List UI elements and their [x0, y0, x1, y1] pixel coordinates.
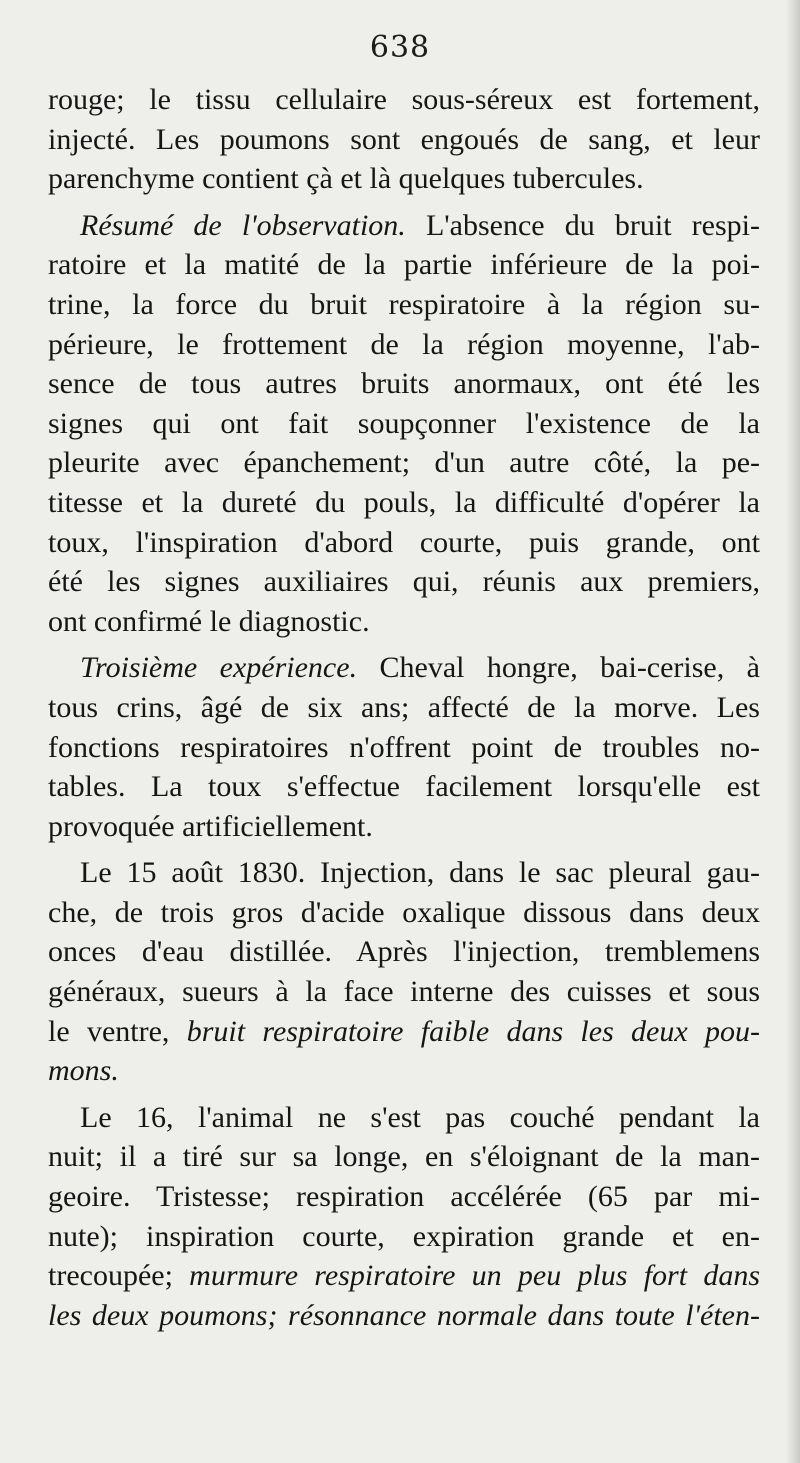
text-line: Troisième expérience. Cheval hongre, bai-cerise, à [80, 651, 760, 685]
section-heading: Résumé de l'observation. [80, 208, 406, 242]
text-line: geoire. Tristesse; respiration accélérée (65 par mi- [48, 1180, 760, 1214]
page-edge-shadow [786, 0, 800, 1463]
text-line: toux, l'inspiration d'abord courte, puis grande, ont [48, 525, 760, 559]
paragraph-autopsy-continuation [48, 80, 760, 199]
text-line: Le 15 août 1830. Injection, dans le sac pleural gau- [80, 856, 760, 890]
text-line: onces d'eau distillée. Après l'injection, tremblemens [48, 935, 760, 969]
text-line: che, de trois gros d'acide oxalique dissous dans deux [48, 895, 760, 929]
text-line: Le 16, l'animal ne s'est pas couché pendant la [80, 1100, 760, 1134]
paragraph-resume [48, 206, 760, 642]
text-line: rouge; le tissu cellulaire sous-séreux est fortement, [48, 83, 760, 116]
text-line: tables. La toux s'effectue facilement lorsqu'elle est [48, 770, 760, 804]
text-line: été les signes auxiliaires qui, réunis aux premiers, [48, 565, 760, 599]
text-line: trecoupée; murmure respiratoire un peu plus fort dans [48, 1259, 760, 1293]
text-line: généraux, sueurs à la face interne des cuisses et sous [48, 975, 760, 1009]
text-line: tous crins, âgé de six ans; affecté de la morve. Les [48, 690, 760, 724]
paragraph-third-experiment [48, 648, 760, 846]
text-line: pleurite avec épanchement; d'un autre côté, la pe- [48, 446, 760, 480]
section-heading: Troisième expérience. [80, 651, 358, 685]
paragraph-august-15 [48, 853, 760, 1091]
text-line: trine, la force du bruit respiratoire à la région su- [48, 287, 760, 321]
text-line: sence de tous autres bruits anormaux, ont été les [48, 367, 760, 401]
text-line: les deux poumons; résonnance normale dans toute l'éten- [48, 1298, 760, 1332]
text-line: nute); inspiration courte, expiration grande et en- [48, 1219, 760, 1253]
text-line: mons. [48, 1054, 119, 1088]
text-line: parenchyme contient çà et là quelques tubercules. [48, 162, 644, 196]
body-text [48, 80, 760, 1335]
text-line: injecté. Les poumons sont engoués de sang, et leur [48, 122, 760, 156]
text-line: provoquée artificiellement. [48, 809, 373, 843]
text-line: titesse et la dureté du pouls, la difficulté d'opérer la [48, 485, 760, 519]
text-line: ont confirmé le diagnostic. [48, 604, 370, 638]
text-line: nuit; il a tiré sur sa longe, en s'éloignant de la man- [48, 1140, 760, 1174]
text-line: le ventre, bruit respiratoire faible dans les deux pou- [48, 1014, 760, 1048]
text-line: fonctions respiratoires n'offrent point de troubles no- [48, 730, 760, 764]
text-line: ratoire et la matité de la partie inférieure de la poi- [48, 248, 760, 282]
text-line: signes qui ont fait soupçonner l'existence de la [48, 406, 760, 440]
text-line: périeure, le frottement de la région moyenne, l'ab- [48, 327, 760, 361]
paragraph-august-16 [48, 1098, 760, 1336]
page-number: 638 [369, 30, 431, 65]
text-line: Résumé de l'observation. L'absence du bruit respi- [80, 208, 760, 242]
